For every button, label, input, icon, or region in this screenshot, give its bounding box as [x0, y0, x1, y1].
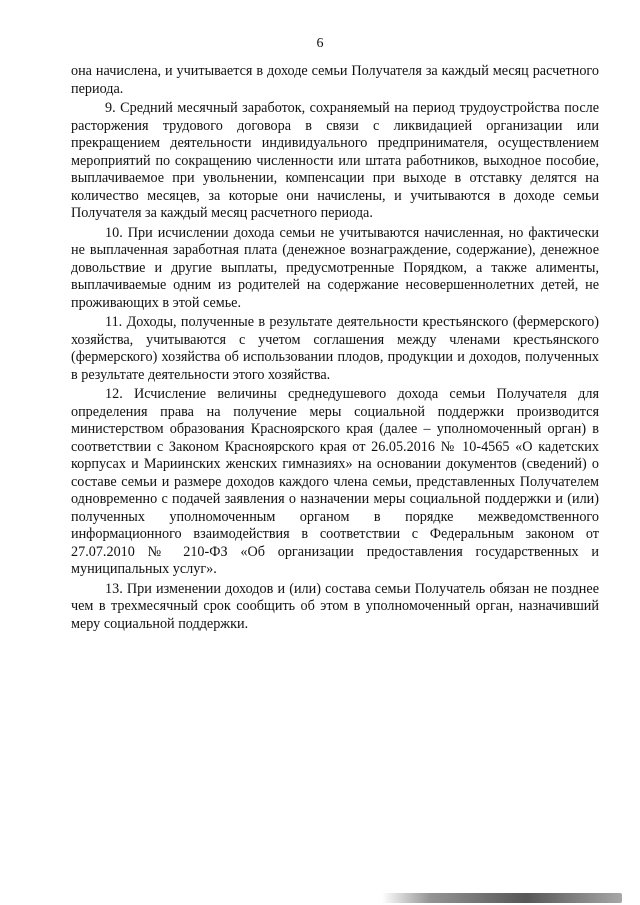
- paragraph-10: 10. При исчислении дохода семьи не учитываются начисленная, но фактически не выплаченная заработная плата (денежное вознаграждение, содержание), денежное довольствие и другие выплаты, предусмотренные Порядком, а также алименты, выплачиваемые одним из родителей на содержание несовершеннолетних детей, не проживающих в этой семье.: [71, 224, 599, 311]
- scan-artifact: [382, 893, 622, 903]
- paragraph-9: 9. Средний месячный заработок, сохраняемый на период трудоустройства после расторжения трудового договора в связи с ликвидацией организации или прекращением деятельности индивидуального предпринимателя, осуществлением мероприятий по сокращению численности или штата работников, выходное пособие, выплачиваемое при увольнении, компенсации при выходе в отставку делятся на количество месяцев, за которые они начислены, и учитываются в доходе семьи Получателя за каждый месяц расчетного периода.: [71, 100, 599, 221]
- page-number: 6: [316, 36, 324, 51]
- paragraph-11: 11. Доходы, полученные в результате деятельности крестьянского (фермерского) хозяйства, учитываются с учетом соглашения между членами крестьянского (фермерского) хозяйства об использовании плодов, продукции и доходов, полученных в результате деятельности этого хозяйства.: [71, 314, 599, 383]
- paragraph-continued: она начислена, и учитывается в доходе семьи Получателя за каждый месяц расчетного периода.: [71, 63, 599, 97]
- paragraph-12: 12. Исчисление величины среднедушевого дохода семьи Получателя для определения права на получение меры социальной поддержки производится министерством образования Красноярского края (далее – уполномоченный орган) в соответствии с Законом Красноярского края от 26.05.2016 № 10-4565 «О кадетских корпусах и Мариинских женских гимназиях» на основании документов (сведений) о составе семьи и размере доходов каждого члена семьи, представленных Получателем одновременно с подачей заявления о назначении меры социальной поддержки и (или) полученных уполномоченным органом в порядке межведомственного информационного взаимодействия в соответствии с Федеральным законом от 27.07.2010 № 210-ФЗ «Об организации предоставления государственных и муниципальных услуг».: [71, 386, 599, 577]
- document-body: [71, 63, 599, 633]
- paragraph-13: 13. При изменении доходов и (или) состава семьи Получатель обязан не позднее чем в трехмесячный срок сообщить об этом в уполномоченный орган, назначивший меру социальной поддержки.: [71, 580, 599, 632]
